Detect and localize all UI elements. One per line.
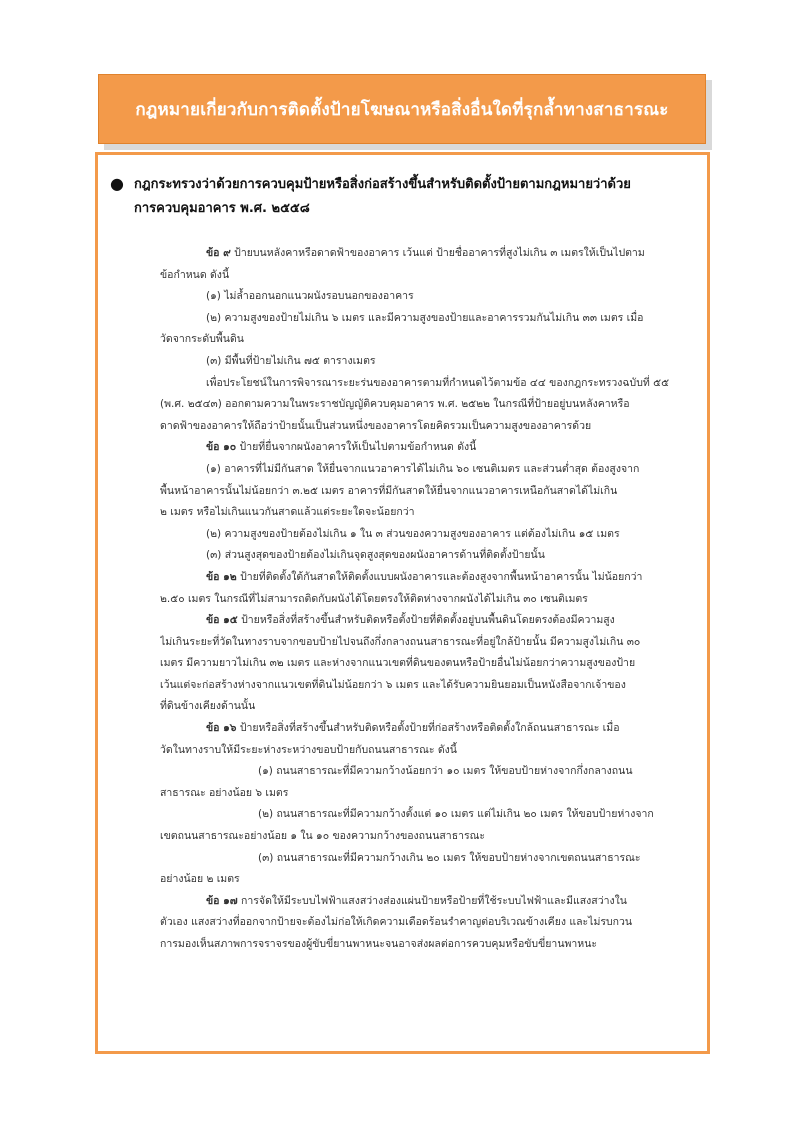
body-line bbox=[160, 718, 690, 740]
body-line-text: ป้ายบนหลังคาหรือดาดฟ้าของอาคาร เว้นแต่ ป้ายชื่ออาคารที่สูงไม่เกิน ๓ เมตรให้เป็นไปตาม bbox=[230, 247, 645, 259]
body-line bbox=[160, 351, 690, 373]
body-line bbox=[160, 373, 690, 395]
body-line-text: ข้อกำหนด ดังนี้ bbox=[160, 268, 230, 281]
body-line bbox=[160, 826, 690, 848]
body-line bbox=[160, 286, 690, 308]
body-line bbox=[160, 740, 690, 762]
body-line-text: ป้ายหรือสิ่งที่สร้างขึ้นสำหรับติดหรือตั้งป้ายที่ติดตั้งอยู่บนพื้นดินโดยตรงต้องมีความสูง bbox=[237, 614, 615, 627]
body-line-text: วัดจากระดับพื้นดิน bbox=[160, 333, 244, 346]
body-line-text: (๑) อาคารที่ไม่มีกันสาด ให้ยื่นจากแนวอาคารได้ไม่เกิน ๖๐ เซนติเมตร และส่วนต่ำสุด ต้องสูงจาก bbox=[206, 462, 640, 475]
body-line bbox=[160, 696, 690, 718]
body-line bbox=[160, 524, 690, 546]
body-line bbox=[160, 416, 690, 438]
body-line bbox=[160, 934, 690, 956]
body-line bbox=[160, 891, 690, 913]
body-line-text: (พ.ศ. ๒๕๔๓) ออกตามความในพระราชบัญญัติควบคุมอาคาร พ.ศ. ๒๕๒๒ ในกรณีที่ป้ายอยู่บนหลังคาหรือ bbox=[160, 398, 630, 411]
body-line bbox=[160, 394, 690, 416]
body-line-text: (๒) ความสูงของป้ายไม่เกิน ๖ เมตร และมีความสูงของป้ายและอาคารรวมกันไม่เกิน ๓๓ เมตร เมื่อ bbox=[206, 311, 644, 324]
body-line bbox=[160, 589, 690, 611]
body-line-text: ดาดฟ้าของอาคารให้ถือว่าป้ายนั้นเป็นส่วนหนึ่งของอาคารโดยคิดรวมเป็นความสูงของอาคารด้วย bbox=[160, 419, 592, 432]
regulation-body bbox=[160, 243, 690, 956]
body-line-text: เว้นแต่จะก่อสร้างห่างจากแนวเขตที่ดินไม่น้อยกว่า ๖ เมตร และได้รับความยินยอมเป็นหนังสือจากเจ้าของ bbox=[160, 678, 626, 691]
body-line bbox=[160, 632, 690, 654]
body-line-text: เขตถนนสาธารณะอย่างน้อย ๑ ใน ๑๐ ของความกว้างของถนนสาธารณะ bbox=[160, 830, 486, 843]
page-title: กฎหมายเกี่ยวกับการติดตั้งป้ายโฆษณาหรือสิ่งอื่นใดที่รุกล้ำทางสาธารณะ bbox=[135, 99, 669, 120]
body-line bbox=[160, 502, 690, 524]
clause-number: ข้อ ๙ bbox=[206, 247, 231, 259]
clause-number: ข้อ ๑๗ bbox=[206, 894, 238, 907]
body-line bbox=[160, 243, 690, 265]
body-line-text: ๒.๕๐ เมตร ในกรณีที่ไม่สามารถติดกับผนังได้โดยตรงให้ติดห่างจากผนังได้ไม่เกิน ๓๐ เซนติเมตร bbox=[160, 592, 588, 605]
title-banner bbox=[98, 74, 706, 144]
body-line-text: (๒) ถนนสาธารณะที่มีความกว้างตั้งแต่ ๑๐ เมตร แต่ไม่เกิน ๒๐ เมตร ให้ขอบป้ายห่างจาก bbox=[258, 808, 654, 821]
body-line-text: เมตร มีความยาวไม่เกิน ๓๒ เมตร และห่างจากแนวเขตที่ดินของตนหรือป้ายอื่นไม่น้อยกว่าความสูงของป้าย bbox=[160, 657, 636, 670]
body-line bbox=[160, 308, 690, 330]
body-line bbox=[160, 545, 690, 567]
body-line-text: ๒ เมตร หรือไม่เกินแนวกันสาดแล้วแต่ระยะใดจะน้อยกว่า bbox=[160, 506, 415, 519]
body-line bbox=[160, 265, 690, 287]
body-line bbox=[160, 912, 690, 934]
body-line bbox=[160, 610, 690, 632]
body-line-text: ที่ดินข้างเคียงด้านนั้น bbox=[160, 700, 256, 713]
body-line bbox=[160, 869, 690, 891]
body-line-text: ตัวเอง แสงสว่างที่ออกจากป้ายจะต้องไม่ก่อให้เกิดความเดือดร้อนรำคาญต่อบริเวณข้างเคียง และไม่รบกวน bbox=[160, 916, 633, 929]
body-line-text: ป้ายหรือสิ่งที่สร้างขึ้นสำหรับติดหรือตั้งป้ายที่ก่อสร้างหรือติดตั้งใกล้ถนนสาธารณะ เมื่อ bbox=[236, 722, 620, 735]
body-line-text: ไม่เกินระยะที่วัดในทางราบจากขอบป้ายไปจนถึงกึ่งกลางถนนสาธารณะที่อยู่ใกล้ป้ายนั้น มีความสูงไม่เกิน ๓๐ bbox=[160, 635, 641, 648]
body-line-text: (๑) ถนนสาธารณะที่มีความกว้างน้อยกว่า ๑๐ เมตร ให้ขอบป้ายห่างจากกึ่งกลางถนน bbox=[258, 765, 633, 778]
body-line bbox=[160, 437, 690, 459]
clause-number: ข้อ ๑๕ bbox=[206, 614, 238, 627]
body-line bbox=[160, 567, 690, 589]
body-line-text: (๓) มีพื้นที่ป้ายไม่เกิน ๗๕ ตารางเมตร bbox=[206, 354, 376, 367]
section-heading-line-2: การควบคุมอาคาร พ.ศ. ๒๕๕๘ bbox=[134, 201, 310, 216]
body-line bbox=[160, 761, 690, 783]
body-line-text: พื้นหน้าอาคารนั้นไม่น้อยกว่า ๓.๒๕ เมตร อาคารที่มีกันสาดให้ยื่นจากแนวอาคารเหนือกันสาดได้ไม่เกิน bbox=[160, 484, 618, 497]
body-line bbox=[160, 783, 690, 805]
body-line bbox=[160, 848, 690, 870]
clause-number: ข้อ ๑๒ bbox=[206, 570, 237, 583]
body-line bbox=[160, 653, 690, 675]
body-line-text: เพื่อประโยชน์ในการพิจารณาระยะร่นของอาคารตามที่กำหนดไว้ตามข้อ ๔๔ ของกฎกระทรวงฉบับที่ ๕๕ bbox=[206, 376, 670, 389]
body-line-text: สาธารณะ อย่างน้อย ๖ เมตร bbox=[160, 786, 289, 799]
body-line-text: (๒) ความสูงของป้ายต้องไม่เกิน ๑ ใน ๓ ส่วนของความสูงของอาคาร แต่ต้องไม่เกิน ๑๕ เมตร bbox=[206, 527, 620, 540]
body-line-text: (๑) ไม่ล้ำออกนอกแนวผนังรอบนอกของอาคาร bbox=[206, 290, 414, 303]
body-line-text: ป้ายที่ยื่นจากผนังอาคารให้เป็นไปตามข้อกำหนด ดังนี้ bbox=[236, 441, 477, 454]
content-box bbox=[95, 152, 710, 1054]
body-line-text: อย่างน้อย ๒ เมตร bbox=[160, 873, 240, 886]
body-line bbox=[160, 329, 690, 351]
body-line-text: การมองเห็นสภาพการจราจรของผู้ขับขี่ยานพาหนะจนอาจส่งผลต่อการควบคุมหรือขับขี่ยานพาหนะ bbox=[160, 938, 598, 950]
body-line bbox=[160, 675, 690, 697]
section-heading-line-1: กฎกระทรวงว่าด้วยการควบคุมป้ายหรือสิ่งก่อสร้างขึ้นสำหรับติดตั้งป้ายตามกฎหมายว่าด้วย bbox=[134, 177, 631, 192]
clause-number: ข้อ ๑๐ bbox=[206, 441, 237, 454]
body-line-text: (๓) ถนนสาธารณะที่มีความกว้างเกิน ๒๐ เมตร ให้ขอบป้ายห่างจากเขตถนนสาธารณะ bbox=[258, 851, 641, 864]
bullet-icon: ● bbox=[110, 174, 124, 193]
body-line-text: วัดในทางราบให้มีระยะห่างระหว่างขอบป้ายกับถนนสาธารณะ ดังนี้ bbox=[160, 743, 457, 756]
clause-number: ข้อ ๑๖ bbox=[206, 722, 237, 735]
body-line bbox=[160, 804, 690, 826]
section-heading bbox=[110, 173, 694, 221]
body-line-text: การจัดให้มีระบบไฟฟ้าแสงสว่างส่องแผ่นป้ายหรือป้ายที่ใช้ระบบไฟฟ้าและมีแสงสว่างใน bbox=[237, 894, 627, 907]
body-line bbox=[160, 481, 690, 503]
body-line bbox=[160, 459, 690, 481]
body-line-text: ป้ายที่ติดตั้งใต้กันสาดให้ติดตั้งแบบผนังอาคารและต้องสูงจากพื้นหน้าอาคารนั้น ไม่น้อยกว่า bbox=[236, 570, 643, 583]
body-line-text: (๓) ส่วนสูงสุดของป้ายต้องไม่เกินจุดสูงสุดของผนังอาคารด้านที่ติดตั้งป้ายนั้น bbox=[206, 549, 545, 562]
